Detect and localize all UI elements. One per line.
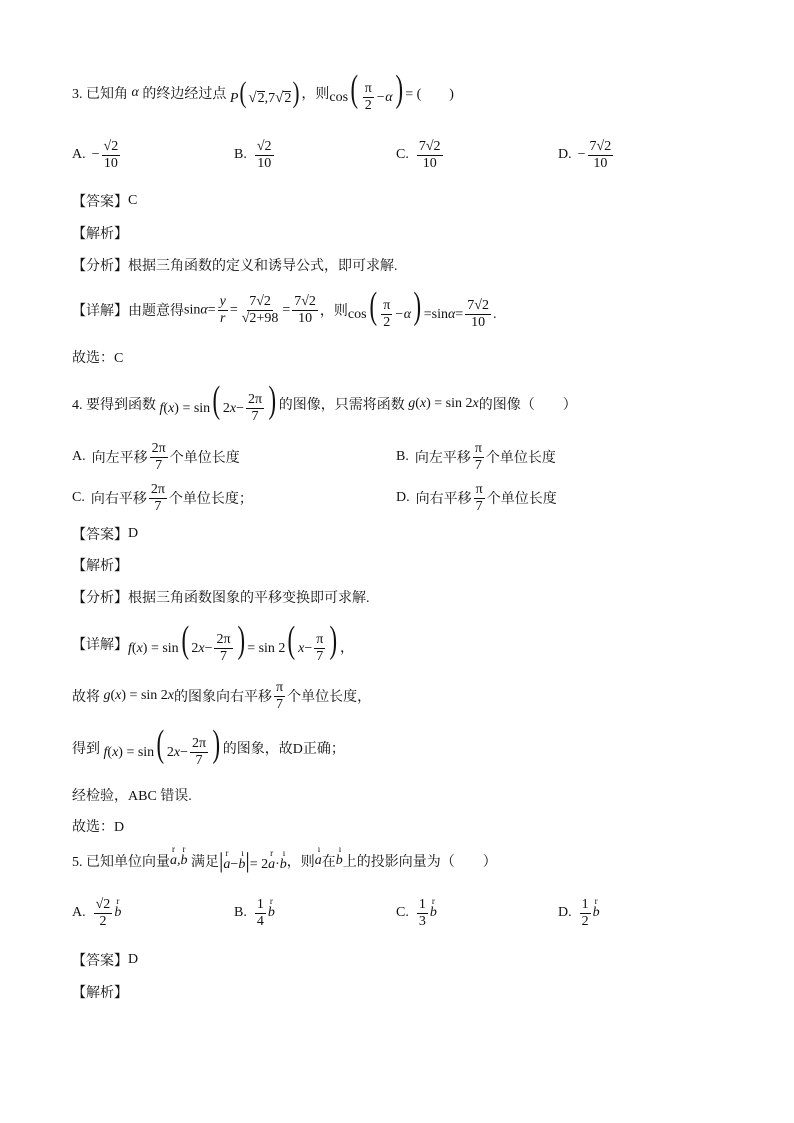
option-denominator: 10 (257, 155, 272, 171)
option-denominator: 7 (475, 498, 483, 514)
q3-option-b (234, 135, 276, 175)
option-label: A. (72, 147, 86, 162)
q5-option-a (72, 892, 121, 934)
option-label: C. (396, 905, 409, 920)
q4-answer (72, 525, 138, 543)
option-numerator: √2 (256, 138, 272, 154)
option-numerator: 7√2 (589, 138, 612, 154)
shift-fraction: $\frac{\pi}{7}$ (276, 679, 284, 712)
q5-option-c (396, 892, 437, 934)
option-denominator: 10 (103, 155, 118, 171)
answer-tag: 【答案】 (72, 528, 128, 543)
option-numerator: √2 (95, 896, 111, 912)
q4-fenxi (72, 588, 370, 606)
q5-stem-end: 上的投影向量为（ ） (342, 855, 497, 870)
q4-stem (72, 378, 577, 425)
option-label: A. (72, 449, 86, 464)
q4-detail (72, 618, 354, 665)
point-p-expr: P( √ 2 ,7 √ 2 ) (226, 76, 300, 109)
option-text-pre: 向左平移 (414, 451, 471, 466)
option-sign: − (577, 147, 586, 162)
line2-mid: 的图象向右平移 (174, 690, 273, 705)
q3-answer (72, 192, 137, 210)
g-expr-2: g(x) = sin 2x (100, 688, 175, 703)
option-denominator: 10 (593, 155, 608, 171)
q5-stem (72, 846, 497, 876)
option-numerator: 1 (418, 896, 426, 912)
alpha-symbol: α (128, 85, 143, 100)
fenxi-text: 根据三角函数图象的平移变换即可求解. (128, 591, 370, 606)
analysis-tag: 【解析】 (72, 559, 128, 574)
option-denominator: 2 (581, 913, 589, 929)
q3-stem-pre: 3. 已知角 (72, 87, 128, 102)
q3-choice (72, 348, 123, 366)
option-label: B. (234, 147, 247, 162)
q3-analysis (72, 224, 128, 242)
q4-stem-post: 的图像（ ） (478, 398, 577, 413)
option-sign: − (91, 147, 100, 162)
q5-stem-pre: 5. 已知单位向量 (72, 855, 170, 870)
option-text-pre: 向左平移 (91, 451, 148, 466)
vector-a: ı a (315, 853, 322, 869)
line4-text: 经检验，ABC 错误. (72, 789, 192, 804)
choice-text: 故选：C (72, 351, 124, 366)
q4-line2 (72, 676, 371, 716)
q3-option-d (558, 135, 615, 175)
f-expr: f(x) = sin( 2x− $\frac{2\pi}{7}$ ) (156, 378, 277, 425)
option-text-pre: 向右平移 (415, 492, 472, 507)
option-denominator: 4 (256, 913, 264, 929)
q3-stem-mid: 的终边经过点 (142, 87, 227, 102)
q4-stem-pre: 4. 要得到函数 (72, 398, 156, 413)
option-label: A. (72, 905, 86, 920)
option-label: D. (396, 490, 410, 505)
q5-option-d (558, 892, 600, 934)
g-expr: g(x) = sin 2x (404, 396, 479, 411)
fenxi-tag: 【分析】 (72, 591, 128, 606)
option-denominator: 7 (474, 457, 482, 473)
q3-option-c (396, 135, 445, 175)
option-numerator: 1 (256, 896, 264, 912)
answer-tag: 【答案】 (72, 195, 128, 210)
option-numerator: √2 (103, 138, 119, 154)
vector-b: r b (114, 905, 121, 921)
q3-option-a (72, 135, 122, 175)
line2-pre: 故将 (72, 690, 100, 705)
detail-pre: 由题意得 (128, 304, 184, 319)
q5-answer (72, 951, 138, 969)
option-denominator: 7 (154, 498, 162, 514)
option-label: D. (558, 905, 572, 920)
q4-analysis (72, 556, 128, 574)
q3-stem (72, 67, 454, 114)
q4-choice (72, 817, 124, 835)
option-text-pre: 向右平移 (90, 492, 147, 507)
q3-fenxi (72, 256, 398, 274)
q3-detail (72, 284, 497, 331)
sin-derivation: sinα= $\frac{y}{r}$ = $\frac{7√2}{√2+98}$ = $\frac{7√2}{10}$ (184, 293, 316, 326)
q5-stem-mid: 满足 (191, 855, 219, 870)
q5-analysis (72, 983, 128, 1001)
option-label: B. (234, 905, 247, 920)
line2-post: 个单位长度， (287, 690, 372, 705)
option-denominator: 10 (422, 155, 437, 171)
option-denominator: 3 (418, 913, 426, 929)
analysis-tag: 【解析】 (72, 986, 128, 1001)
detail-tag: 【详解】 (72, 638, 128, 653)
q4-option-b (396, 438, 556, 476)
option-text-post: 个单位长度 (169, 451, 240, 466)
q4-option-d (396, 479, 557, 517)
answer-value: D (128, 952, 139, 967)
option-text-post: 个单位长度 (486, 492, 557, 507)
q5-stem-in: 在 (321, 855, 336, 870)
q3-stem-end: = ( ) (405, 87, 454, 102)
cos-result: cos( $\frac{\pi}{2}$ −α) =sinα= $\frac{7√2}{10}$ . (347, 284, 497, 331)
fenxi-text: 根据三角函数的定义和诱导公式，即可求解. (128, 259, 398, 274)
choice-text: 故选：D (72, 820, 125, 835)
answer-value: C (128, 193, 138, 208)
vector-b: r b (593, 905, 600, 921)
vector-b: r b (268, 905, 275, 921)
option-numerator: 1 (581, 896, 589, 912)
q4-line3 (72, 722, 345, 769)
vectors-ab: r a,r b (170, 853, 191, 869)
cos-expr: cos( $\frac{\pi}{2}$ −α) (329, 67, 403, 114)
q3-stem-post: ，则 (301, 87, 330, 102)
q5-stem-post: ，则 (286, 855, 315, 870)
option-denominator: 7 (155, 457, 163, 473)
answer-tag: 【答案】 (72, 954, 128, 969)
q4-option-c (72, 479, 253, 517)
option-numerator: 7√2 (418, 138, 441, 154)
option-label: C. (396, 147, 409, 162)
option-numerator: 2π (151, 440, 166, 456)
option-numerator: 2π (150, 481, 165, 497)
line3-post: 的图象，故D正确； (222, 742, 345, 757)
option-label: C. (72, 490, 85, 505)
answer-value: D (128, 526, 139, 541)
q4-stem-mid: 的图像，只需将函数 (278, 398, 405, 413)
option-numerator: π (474, 440, 482, 456)
q5-option-b (234, 892, 275, 934)
option-text-post: 个单位长度 (485, 451, 556, 466)
vector-b: ı b (336, 853, 343, 869)
option-label: D. (558, 147, 572, 162)
q4-option-a (72, 438, 240, 476)
vector-b: r b (430, 905, 437, 921)
detail-expr: f(x) = sin( 2x− $\frac{2\pi}{7}$ ) = sin 2( x− $\frac{\pi}{7}$ ) ， (128, 618, 354, 665)
detail-tag: 【详解】 (72, 304, 128, 319)
f-expr-2: f(x) = sin( 2x− $\frac{2\pi}{7}$ ) (100, 722, 221, 769)
line3-pre: 得到 (72, 742, 100, 757)
analysis-tag: 【解析】 (72, 227, 128, 242)
condition-expr: |r a−ı b|= 2r a·ı b (219, 848, 287, 874)
option-numerator: π (475, 481, 483, 497)
option-text-post: 个单位长度； (168, 492, 253, 507)
fenxi-tag: 【分析】 (72, 259, 128, 274)
option-denominator: 2 (99, 913, 107, 929)
option-label: B. (396, 449, 409, 464)
q4-line4 (72, 786, 192, 804)
detail-mid: ，则 (319, 304, 348, 319)
